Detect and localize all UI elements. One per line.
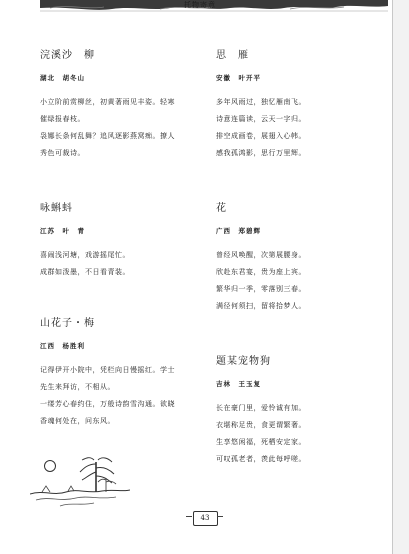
- section-title: 托物寄意: [184, 1, 216, 9]
- poem-line: 可叹孤老者，羡此每呼嗟。: [216, 455, 306, 463]
- poem-line: 生享悠闲福，死栖安定家。: [216, 438, 306, 446]
- poem-title: 题某宠物狗: [216, 356, 271, 367]
- page-number-ornament-left: [186, 516, 192, 520]
- poem-ke-dou: [40, 199, 130, 281]
- poem-line: 袅娜长条何乱舞？追风逐影燕窝痴。撩人: [40, 132, 175, 140]
- poem-si-yan: [216, 46, 306, 162]
- poem-author: 吉林 王玉复: [216, 380, 261, 388]
- poem-line: 排空成画卷，展翅入心帏。: [216, 132, 306, 140]
- poem-body: [40, 247, 130, 281]
- poem-author: 江西 杨胜利: [40, 342, 85, 350]
- poem-line: 一缕芳心春约住，万般诗韵雪沟通。欲晓: [40, 400, 175, 408]
- poem-author: 湖北 胡冬山: [40, 74, 85, 82]
- poem-line: 欣赴东君宴，贵为座上宾。: [216, 268, 306, 276]
- poem-line: 喜闹浅河塘，戏游摇尾忙。: [40, 251, 130, 259]
- poem-hua: [216, 199, 306, 315]
- poem-line: 成群如泼墨，不日看青装。: [40, 268, 130, 276]
- poem-liu: [40, 46, 175, 162]
- poem-line: 记得伊开小院中，凭栏向日慢摇红。学士: [40, 366, 175, 374]
- page-gutter: [393, 0, 409, 554]
- poem-body: [216, 247, 306, 315]
- poem-line: 诗意连篇读，云天一字归。: [216, 115, 306, 123]
- poem-shan-hua-zi-mei: [40, 314, 175, 430]
- poem-title: 咏蝌蚪: [40, 203, 73, 214]
- poem-line: 感我孤鸿影，思行万里辉。: [216, 149, 306, 157]
- poem-author: 广西 郑碧辉: [216, 227, 261, 235]
- page-number: 43: [200, 514, 210, 522]
- poem-author: 安徽 叶开平: [216, 74, 261, 82]
- poem-title: 思 雁: [216, 50, 249, 61]
- poem-line: 香魂何处在，问东风。: [40, 417, 115, 425]
- poem-line: 小立阶前赏柳丝，初黄著雨见丰姿。轻寒: [40, 98, 175, 106]
- poem-line: 繁华归一季，零落别三春。: [216, 285, 306, 293]
- poem-title: 花: [216, 203, 227, 214]
- poem-line: 衣堪称足贵，食更谓繁奢。: [216, 421, 306, 429]
- poem-line: 长在豪门里，爱怜诚有加。: [216, 404, 306, 412]
- poem-body: [40, 94, 175, 162]
- poem-line: 曾经风唤醒，次第展腰身。: [216, 251, 306, 259]
- poem-body: [216, 400, 306, 468]
- poem-line: 多年风雨过，独忆雁南飞。: [216, 98, 306, 106]
- poem-title: 山花子・梅: [40, 318, 95, 329]
- poem-chong-wu-gou: [216, 352, 306, 468]
- poem-line: 秀色可裁诗。: [40, 149, 85, 157]
- poem-body: [216, 94, 306, 162]
- poem-line: 先生来拜访，不相从。: [40, 383, 115, 391]
- poem-body: [40, 362, 175, 430]
- landscape-sketch-illustration: [30, 456, 130, 508]
- poem-line: 满径何须扫，留将拾梦人。: [216, 302, 306, 310]
- poem-author: 江苏 叶 青: [40, 227, 85, 235]
- page-number-ornament-right: [217, 516, 223, 520]
- poem-title: 浣溪沙 柳: [40, 50, 95, 61]
- poem-line: 催绿报春枝。: [40, 115, 85, 123]
